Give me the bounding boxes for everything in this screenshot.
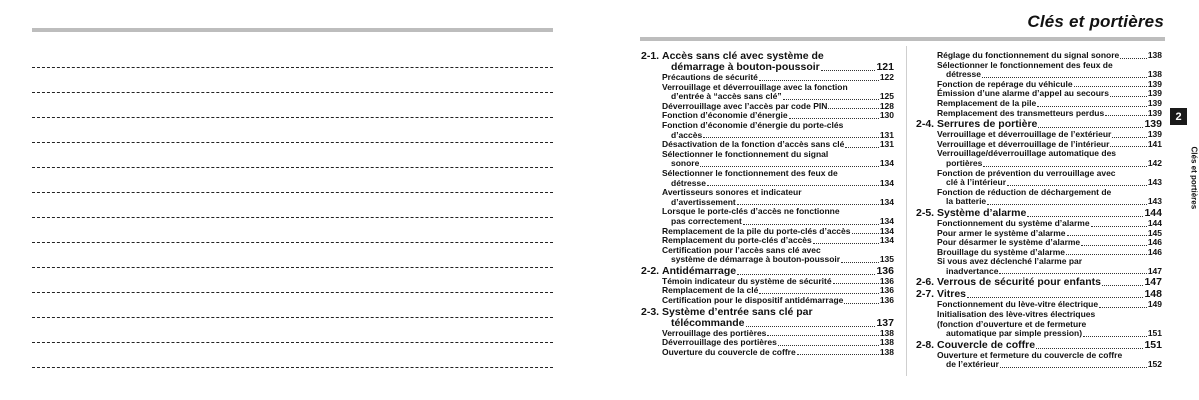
dot-leader bbox=[778, 345, 879, 346]
dot-leader bbox=[759, 80, 879, 81]
dot-leader bbox=[833, 283, 879, 284]
toc-entry[interactable] bbox=[641, 207, 894, 226]
toc-entry-title: portières bbox=[946, 157, 983, 168]
toc-right-column bbox=[916, 50, 1162, 370]
toc-entry-title: de l’extérieur bbox=[946, 359, 999, 370]
section-number: 2-8. bbox=[916, 338, 935, 351]
dot-leader bbox=[852, 233, 879, 234]
toc-entry-title: Verrouillage des portières bbox=[662, 327, 767, 338]
page-number: 146 bbox=[1147, 246, 1162, 257]
page-number: 151 bbox=[1144, 338, 1162, 351]
toc-entry-title: Déverrouillage des portières bbox=[662, 337, 777, 348]
dot-leader bbox=[1081, 245, 1147, 246]
section-heading[interactable] bbox=[641, 307, 894, 329]
toc-entry[interactable] bbox=[641, 169, 894, 188]
page-number: 136 bbox=[879, 295, 894, 306]
toc-entry-title: Fonction d’économie d’énergie bbox=[662, 110, 788, 121]
page-number: 139 bbox=[1147, 129, 1162, 140]
toc-entry-line: Ouverture et fermeture du couvercle de coffre bbox=[937, 349, 1123, 360]
dot-leader bbox=[737, 204, 879, 205]
page-number: 144 bbox=[1144, 206, 1162, 219]
page-number: 137 bbox=[876, 316, 894, 329]
dot-leader bbox=[1074, 86, 1147, 87]
dot-leader bbox=[845, 147, 878, 148]
dot-leader bbox=[1038, 127, 1143, 128]
dot-leader bbox=[1099, 307, 1147, 308]
page-number: 151 bbox=[1147, 328, 1162, 339]
toc-entry-title: sonore bbox=[671, 158, 700, 169]
toc-entry-line: Si vous avez déclenché l’alarme par bbox=[937, 256, 1083, 267]
page-number: 148 bbox=[1144, 288, 1162, 301]
toc-section bbox=[641, 51, 894, 265]
toc-entry-title: Verrous de sécurité pour enfants bbox=[937, 276, 1101, 289]
page-number: 136 bbox=[879, 285, 894, 296]
toc-entry-line: Fonction de prévention du verrouillage avec bbox=[937, 167, 1116, 178]
toc-entry-title: Serrures de portière bbox=[937, 118, 1038, 131]
toc-entry-title: Pour armer le système d’alarme bbox=[937, 227, 1066, 238]
dot-leader bbox=[707, 185, 879, 186]
page-number: 143 bbox=[1147, 177, 1162, 188]
dot-leader bbox=[1037, 106, 1147, 107]
note-line bbox=[32, 367, 553, 368]
dot-leader bbox=[789, 118, 879, 119]
page-number: 139 bbox=[1147, 107, 1162, 118]
toc-entry-title: d’entrée à “accès sans clé” bbox=[671, 91, 782, 102]
toc-section bbox=[916, 277, 1162, 288]
toc-entry-title: Précautions de sécurité bbox=[662, 72, 758, 82]
toc-entry-title: automatique par simple pression) bbox=[946, 328, 1083, 339]
page-number: 139 bbox=[1144, 118, 1162, 131]
toc-entry-line: Fonction d’économie d’énergie du porte-clés bbox=[662, 119, 844, 130]
dot-leader bbox=[1027, 216, 1143, 217]
toc-entry-title: système de démarrage à bouton-poussoir bbox=[671, 254, 841, 265]
toc-entry-title: Certification pour le dispositif antidémarrage bbox=[662, 295, 844, 306]
dot-leader bbox=[844, 303, 878, 304]
section-heading[interactable] bbox=[916, 277, 1162, 288]
note-line bbox=[32, 117, 553, 118]
section-title-line: Accès sans clé avec système de bbox=[662, 50, 824, 62]
toc-entry-title: démarrage à bouton-poussoir bbox=[671, 61, 820, 73]
note-line bbox=[32, 142, 553, 143]
page-number: 122 bbox=[879, 72, 894, 82]
toc-entry[interactable] bbox=[641, 296, 894, 306]
toc-entry-title: Système d’alarme bbox=[937, 206, 1027, 219]
toc-entry-title: Remplacement de la pile du porte-clés d’accès bbox=[662, 225, 851, 236]
toc-entry-title: Remplacement de la clé bbox=[662, 285, 759, 296]
section-number: 2-3. bbox=[641, 305, 660, 318]
page-number: 139 bbox=[1147, 97, 1162, 108]
page-number: 138 bbox=[1147, 69, 1162, 80]
toc-entry-line: Verrouillage/déverrouillage automatique des bbox=[937, 148, 1117, 159]
toc-entry-line: Verrouillage et déverrouillage avec la fonction bbox=[662, 81, 848, 92]
toc-entry-title: Vitres bbox=[937, 288, 966, 301]
note-line bbox=[32, 217, 553, 218]
toc-entry-line: Initialisation des lève-vitres électriques bbox=[937, 309, 1096, 320]
section-number: 2-4. bbox=[916, 118, 935, 131]
toc-entry[interactable] bbox=[641, 83, 894, 102]
dot-leader bbox=[1083, 336, 1147, 337]
page-number: 145 bbox=[1147, 227, 1162, 238]
chapter-tab-label: Clés et portières bbox=[1189, 146, 1199, 210]
page-number: 134 bbox=[879, 235, 894, 246]
toc-entry-line: Sélectionner le fonctionnement du signal bbox=[662, 148, 829, 159]
toc-entry[interactable] bbox=[916, 61, 1162, 80]
dot-leader bbox=[813, 243, 879, 244]
page-number: 141 bbox=[1147, 138, 1162, 149]
toc-entry[interactable] bbox=[641, 150, 894, 169]
toc-entry[interactable] bbox=[916, 188, 1162, 207]
toc-entry-title: d’avertissement bbox=[671, 196, 736, 207]
toc-entry-title: Déverrouillage avec l’accès par code PIN bbox=[662, 100, 828, 111]
toc-entry-title: la batterie bbox=[946, 196, 987, 207]
dot-leader bbox=[1036, 348, 1143, 349]
toc-entry[interactable] bbox=[916, 351, 1162, 370]
note-line bbox=[32, 317, 553, 318]
dot-leader bbox=[987, 204, 1147, 205]
chapter-tab[interactable]: 2 bbox=[1170, 108, 1187, 125]
toc-entry[interactable] bbox=[916, 109, 1162, 119]
dot-leader bbox=[783, 99, 879, 100]
note-line bbox=[32, 242, 553, 243]
page-number: 134 bbox=[879, 196, 894, 207]
toc-entry-title: Remplacement du porte-clés d’accès bbox=[662, 235, 812, 246]
page-number: 135 bbox=[879, 254, 894, 265]
page-number: 139 bbox=[1147, 78, 1162, 89]
section-number: 2-1. bbox=[641, 50, 660, 62]
toc-entry-title: Fonctionnement du lève-vitre électrique bbox=[937, 299, 1099, 310]
toc-section bbox=[641, 266, 894, 306]
dot-leader bbox=[1120, 58, 1147, 59]
section-title-line: Système d’entrée sans clé par bbox=[662, 305, 813, 318]
dot-leader bbox=[983, 166, 1146, 167]
dot-leader bbox=[1007, 185, 1147, 186]
toc-entry-title: Remplacement de la pile bbox=[937, 97, 1037, 108]
toc-entry-line: Fonction de réduction de déchargement de bbox=[937, 186, 1112, 197]
toc-entry-title: détresse bbox=[671, 177, 706, 188]
toc-entry-title: Brouillage du système d’alarme bbox=[937, 246, 1066, 257]
note-line bbox=[32, 192, 553, 193]
page-number: 131 bbox=[879, 139, 894, 150]
toc-entry[interactable] bbox=[916, 310, 1162, 339]
dot-leader bbox=[1066, 254, 1147, 255]
section-number: 2-6. bbox=[916, 276, 935, 289]
toc-entry-title: clé à l’intérieur bbox=[946, 177, 1006, 188]
page-number: 138 bbox=[879, 327, 894, 338]
toc-entry-title: pas correctement bbox=[671, 215, 742, 226]
toc-entry-title: Antidémarrage bbox=[662, 264, 737, 277]
page-number: 121 bbox=[876, 61, 894, 73]
page-number: 149 bbox=[1147, 299, 1162, 310]
toc-entry-title: Émission d’une alarme d’appel au secours bbox=[937, 88, 1109, 99]
dot-leader bbox=[967, 297, 1143, 298]
toc-section bbox=[916, 208, 1162, 277]
page-number: 134 bbox=[879, 158, 894, 169]
dot-leader bbox=[1067, 235, 1147, 236]
toc-entry-title: Ouverture du couvercle de coffre bbox=[662, 346, 796, 357]
dot-leader bbox=[1102, 285, 1144, 286]
toc-entry-title: inadvertance bbox=[946, 265, 999, 276]
dot-leader bbox=[797, 354, 879, 355]
page-number: 152 bbox=[1147, 359, 1162, 370]
toc-entry-title: Fonctionnement du système d’alarme bbox=[937, 217, 1090, 228]
page-number: 136 bbox=[876, 264, 894, 277]
toc-entry-title: détresse bbox=[946, 69, 981, 80]
page-number: 144 bbox=[1147, 217, 1162, 228]
toc-entry-line: Certification pour l’accès sans clé avec bbox=[662, 244, 821, 255]
page-number: 134 bbox=[879, 177, 894, 188]
dot-leader bbox=[746, 326, 876, 327]
section-number: 2-5. bbox=[916, 206, 935, 219]
page-number: 134 bbox=[879, 215, 894, 226]
dot-leader bbox=[828, 108, 878, 109]
note-line bbox=[32, 292, 553, 293]
page-number: 147 bbox=[1147, 265, 1162, 276]
page-number: 146 bbox=[1147, 237, 1162, 248]
right-page-header-rule bbox=[640, 37, 1165, 41]
page-number: 138 bbox=[1147, 50, 1162, 60]
dot-leader bbox=[1000, 367, 1147, 368]
left-page-header-rule bbox=[32, 28, 553, 32]
page-number: 125 bbox=[879, 91, 894, 102]
toc-section bbox=[916, 119, 1162, 207]
toc-entry-title: Fonction de repérage du véhicule bbox=[937, 78, 1073, 89]
page-number: 143 bbox=[1147, 196, 1162, 207]
dot-leader bbox=[743, 224, 879, 225]
toc-entry-title: Réglage du fonctionnement du signal sonore bbox=[937, 50, 1120, 60]
toc-entry-title: Témoin indicateur du système de sécurité bbox=[662, 275, 832, 286]
page-number: 147 bbox=[1144, 276, 1162, 289]
toc-entry-title: Remplacement des transmetteurs perdus bbox=[937, 107, 1105, 118]
page-number: 138 bbox=[879, 337, 894, 348]
toc-entry-title: Désactivation de la fonction d’accès sans clé bbox=[662, 139, 845, 150]
page-number: 131 bbox=[879, 129, 894, 140]
dot-leader bbox=[821, 70, 876, 71]
chapter-title: Clés et portières bbox=[1027, 12, 1164, 31]
page-number: 142 bbox=[1147, 157, 1162, 168]
note-line bbox=[32, 267, 553, 268]
dot-leader bbox=[703, 137, 879, 138]
toc-entry[interactable] bbox=[641, 121, 894, 140]
toc-entry[interactable] bbox=[641, 188, 894, 207]
column-divider bbox=[906, 46, 907, 376]
toc-entry-title: Couvercle de coffre bbox=[937, 338, 1036, 351]
toc-entry-title: Verrouillage et déverrouillage de l’extérieur bbox=[937, 129, 1112, 140]
page-number: 130 bbox=[879, 110, 894, 121]
dot-leader bbox=[841, 262, 879, 263]
note-line bbox=[32, 92, 553, 93]
dot-leader bbox=[759, 293, 878, 294]
dot-leader bbox=[1112, 137, 1146, 138]
toc-section bbox=[916, 51, 1162, 118]
section-number: 2-7. bbox=[916, 288, 935, 301]
toc-section bbox=[641, 307, 894, 358]
dot-leader bbox=[1110, 146, 1146, 147]
page-number: 134 bbox=[879, 225, 894, 236]
toc-section bbox=[916, 289, 1162, 338]
dot-leader bbox=[1105, 115, 1147, 116]
toc-entry[interactable] bbox=[641, 348, 894, 358]
toc-entry-line: Avertisseurs sonores et indicateur bbox=[662, 187, 802, 198]
dot-leader bbox=[700, 166, 878, 167]
toc-left-column bbox=[641, 50, 894, 357]
page-number: 138 bbox=[879, 346, 894, 357]
section-heading[interactable] bbox=[641, 51, 894, 73]
toc-entry-title: Verrouillage et déverrouillage de l’intérieur bbox=[937, 138, 1110, 149]
toc-entry-line: Sélectionner le fonctionnement des feux de bbox=[662, 167, 838, 178]
section-number: 2-2. bbox=[641, 264, 660, 277]
toc-entry-line: Sélectionner le fonctionnement des feux de bbox=[937, 59, 1113, 70]
note-line bbox=[32, 67, 553, 68]
note-line bbox=[32, 342, 553, 343]
dot-leader bbox=[767, 335, 878, 336]
page-number: 136 bbox=[879, 275, 894, 286]
toc-entry[interactable] bbox=[916, 257, 1162, 276]
page-number: 128 bbox=[879, 100, 894, 111]
toc-entry-line: (fonction d’ouverture et de fermeture bbox=[937, 318, 1087, 329]
note-line bbox=[32, 167, 553, 168]
dot-leader bbox=[1110, 96, 1147, 97]
page-number: 139 bbox=[1147, 88, 1162, 99]
toc-entry-title: d’accès bbox=[671, 129, 703, 140]
toc-entry[interactable] bbox=[641, 246, 894, 265]
dot-leader bbox=[982, 77, 1147, 78]
dot-leader bbox=[999, 273, 1146, 274]
toc-entry-title: télécommande bbox=[671, 316, 745, 329]
dot-leader bbox=[737, 274, 875, 275]
toc-entry-line: Lorsque le porte-clés d’accès ne fonctionne bbox=[662, 206, 840, 217]
toc-section bbox=[916, 340, 1162, 370]
toc-entry[interactable] bbox=[916, 169, 1162, 188]
dot-leader bbox=[1091, 226, 1147, 227]
toc-entry[interactable] bbox=[916, 149, 1162, 168]
toc-entry-title: Pour désarmer le système d’alarme bbox=[937, 237, 1081, 248]
